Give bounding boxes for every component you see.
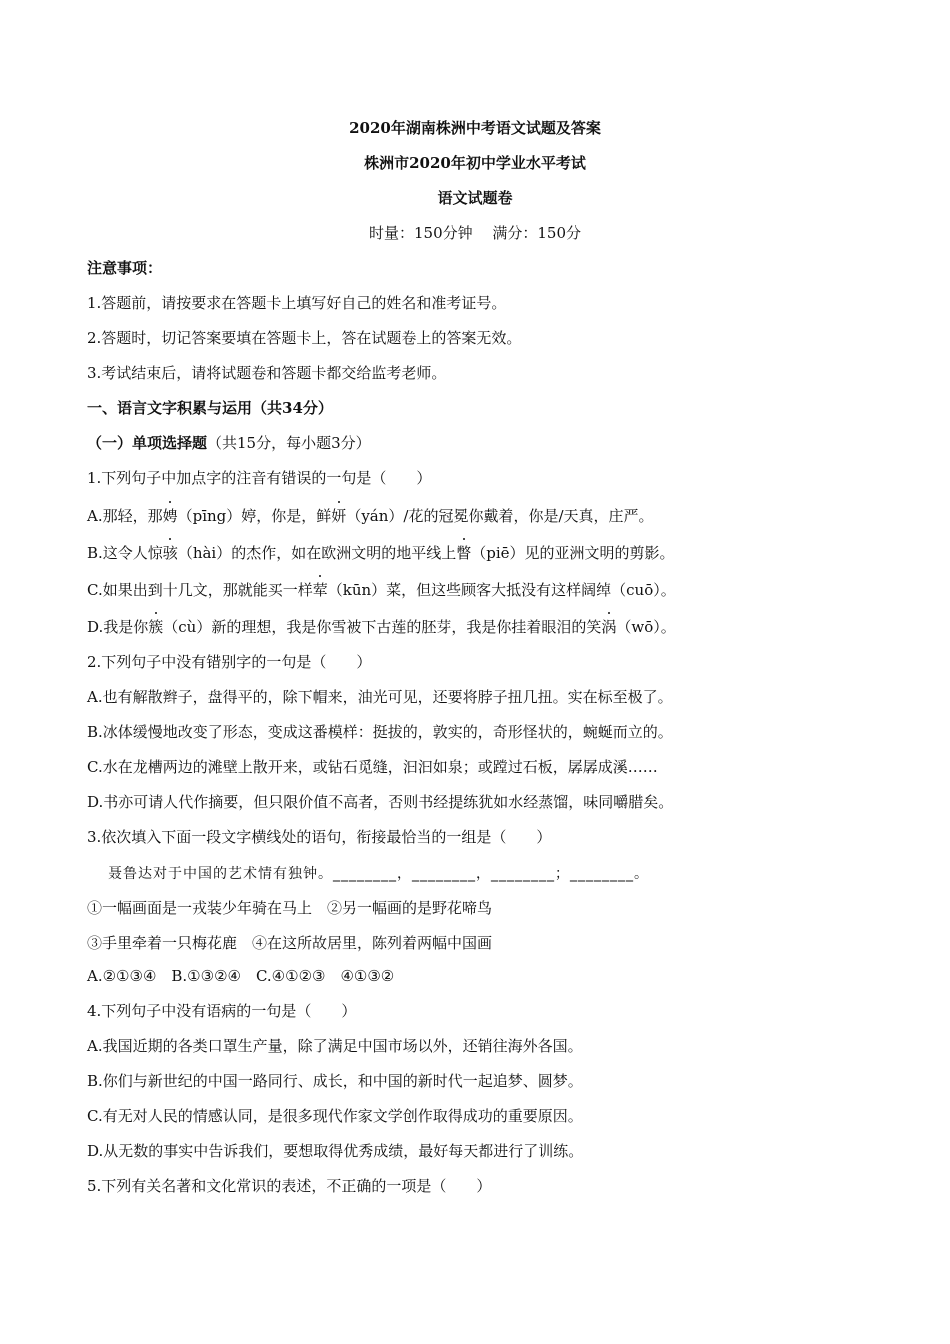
option-text: B.这令人惊 [87,544,163,562]
option-text: D.我是你 [87,618,149,636]
question-2-option-d: D.书亦可请人代作摘要，但只限价值不高者，否则书经提练犹如水经蒸馏，味同嚼腊矣。 [87,793,674,811]
exam-subtitle: 株洲市2020年初中学业水平考试 [364,154,586,172]
question-3-options: A.②①③④ B.①③②④ C.④①②③ ④①③② [87,967,395,985]
time-and-score: 时量：150分钟 满分：150分 [368,224,582,242]
question-4-option-d: D.从无数的事实中告诉我们，要想取得优秀成绩，最好每天都进行了训练。 [87,1142,584,1160]
question-2-option-c: C.水在龙槽两边的滩壁上散开来，或钻石觅缝，汩汩如泉；或蹚过石板，孱孱成溪…… [87,758,658,776]
dotted-char: 簇 [148,618,164,636]
question-3-stem: 3.依次填入下面一段文字横线处的语句，衔接最恰当的一组是（ ） [87,828,552,846]
question-4-option-a: A.我国近期的各类口罩生产量，除了满足中国市场以外，还销往海外各国。 [87,1037,583,1055]
notice-item: 1.答题前，请按要求在答题卡上填写好自己的姓名和准考证号。 [87,294,507,312]
option-text: （wō）。 [616,618,676,636]
question-2-stem: 2.下列句子中没有错别字的一句是（ ） [87,653,372,671]
option-text: （kūn）菜，但这些顾客大抵没有这样阔绰（cuō）。 [327,581,676,599]
question-1-stem: 1.下列句子中加点字的注音有错误的一句是（ ） [87,469,432,487]
subsection-score: （共15分，每小题3分） [207,434,371,452]
question-1-option-a [87,506,654,526]
question-3-items: ③手里牵着一只梅花鹿 ④在这所故居里，陈列着两幅中国画 [87,934,493,952]
dotted-char: 涡 [601,618,617,636]
paper-name: 语文试题卷 [437,189,513,207]
dotted-char: 骇 [162,544,178,562]
question-2-option-b: B.冰体缓慢地改变了形态，变成这番模样：挺拔的，敦实的，奇形怪状的，蜿蜒而立的。 [87,723,673,741]
notice-heading: 注意事项： [87,259,163,277]
question-4-stem: 4.下列句子中没有语病的一句是（ ） [87,1002,357,1020]
subsection-title: （一）单项选择题 [87,434,208,452]
dotted-char: 娉 [162,507,178,525]
option-text: （cù）新的理想，我是你雪被下古莲的胚芽，我是你挂着眼泪的笑 [163,618,602,636]
option-text: （yán）/花的冠冕你戴着，你是/天真，庄严。 [346,507,654,525]
option-text: （pīng）婷，你是，鲜 [177,507,332,525]
notice-item: 2.答题时，切记答案要填在答题卡上，答在试题卷上的答案无效。 [87,329,522,347]
question-2-option-a: A.也有解散辫子，盘得平的，除下帽来，油光可见，还要将脖子扭几扭。实在标至极了。 [87,688,673,706]
question-3-passage: 聂鲁达对于中国的艺术情有独钟。________，________，________；________。 [108,866,649,882]
section-heading: 一、语言文字积累与运用（共34分） [87,399,333,417]
notice-item: 3.考试结束后，请将试题卷和答题卡都交给监考老师。 [87,364,447,382]
question-1-option-b [87,543,675,563]
question-4-option-c: C.有无对人民的情感认同，是很多现代作家文学创作取得成功的重要原因。 [87,1107,583,1125]
option-text: （hài）的杰作，如在欧洲文明的地平线上 [177,544,457,562]
question-5-stem: 5.下列有关名著和文化常识的表述，不正确的一项是（ ） [87,1177,492,1195]
dotted-char: 妍 [331,507,347,525]
question-1-option-d [87,617,676,637]
question-1-option-c [87,580,676,600]
document-title: 2020年湖南株洲中考语文试题及答案 [349,119,601,137]
option-text: A.那轻，那 [87,507,163,525]
subsection-heading [87,433,371,453]
dotted-char: 荤 [312,581,328,599]
question-4-option-b: B.你们与新世纪的中国一路同行、成长，和中国的新时代一起追梦、圆梦。 [87,1072,583,1090]
option-text: （piē）见的亚洲文明的剪影。 [471,544,675,562]
question-3-items: ①一幅画面是一戎装少年骑在马上 ②另一幅画的是野花啼鸟 [87,899,493,917]
option-text: C.如果出到十几文，那就能买一样 [87,581,313,599]
dotted-char: 瞥 [456,544,472,562]
